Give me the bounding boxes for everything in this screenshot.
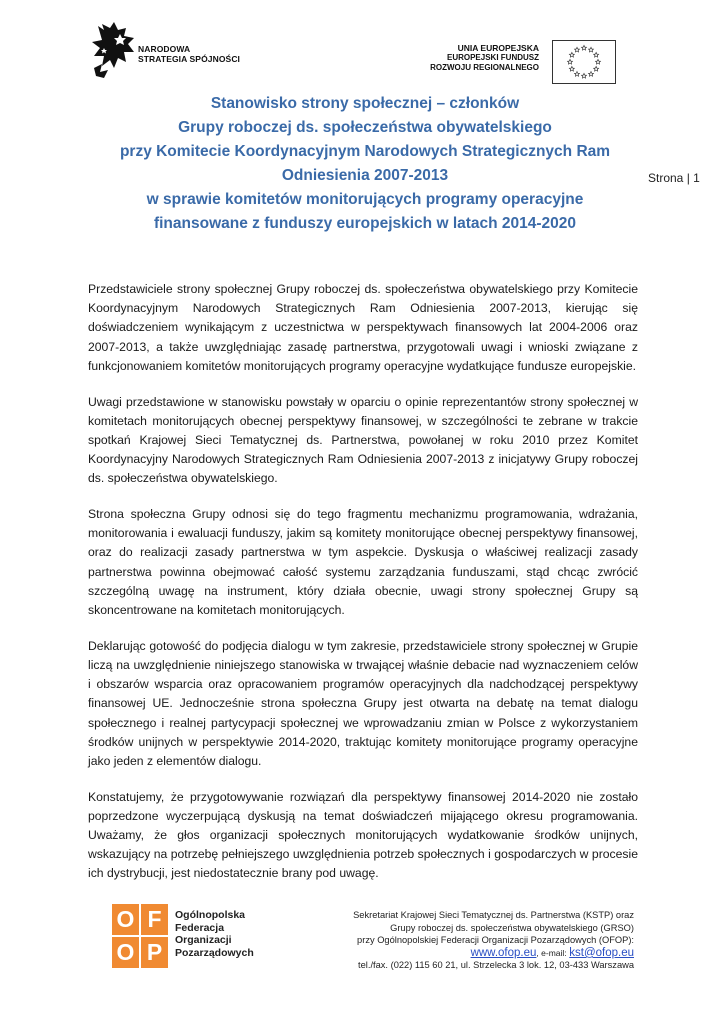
paragraph: Strona społeczna Grupy odnosi się do tego fragmentu mechanizmu programowania, wdrażania, monitorowania i ewaluacji funduszy, jakim są komitety monitorujące obecnej perspektywy finansowej, oraz do realizacji zasady partnerstwa w tym aspekcie. Dyskusja o właściwej realizacji zasady partnerstwa powinna obejmować całość systemu zarządzania funduszami, stąd chcąc zwrócić szczególną uwagę na instrument, który działa obecnie, uwagi strony społecznej Grupy są skoncentrowane na komitetach monitorujących.	[88, 507, 638, 618]
eu-star-icon	[594, 52, 599, 57]
ofop-name-line: Ogólnopolska	[175, 909, 246, 921]
title-line: Odniesienia 2007-2013	[281, 167, 449, 184]
eu-star-icon	[589, 47, 594, 52]
contact-line: przy Ogólnopolskiej Federacji Organizacji Pozarządowych (OFOP):	[357, 935, 634, 946]
paragraph: Deklarując gotowość do podjęcia dialogu w tym zakresie, przedstawiciele strony społecznej w Grupie liczą na uwzględnienie niniejszego stanowiska w trwającej właśnie debacie nad wyznaczeniem celów i obszarów wsparcia oraz opracowaniem programów operacyjnych dla nadchodzącej perspektywy finansowej UE. Jednocześnie strona społeczna Grupy jest otwarta na debatę na temat dialogu społecznego i realnej partycypacji społecznej we wprowadzaniu zmian w Polsce z wykorzystaniem środków unijnych w perspektywie 2014-2020, traktując komitety monitorujące programy operacyjne jako jeden z elementów dialogu.	[88, 638, 638, 768]
document-title	[100, 92, 630, 236]
ofop-name	[175, 909, 254, 959]
footer-contact	[300, 909, 634, 972]
contact-line: Grupy roboczej ds. społeczeństwa obywatelskiego (GRSO)	[390, 922, 634, 933]
eu-star-icon	[569, 66, 574, 71]
ofop-name-line: Pozarządowych	[175, 946, 254, 959]
title-line: przy Komitecie Koordynacyjnym Narodowych Strategicznych Ram	[119, 143, 611, 160]
title-line: Grupy roboczej ds. społeczeństwa obywatelskiego	[178, 119, 552, 136]
eu-star-icon	[594, 66, 599, 71]
contact-line: tel./fax. (022) 115 60 21, ul. Strzelecka 3 lok. 12, 03-433 Warszawa	[358, 960, 634, 971]
title-line: Stanowisko strony społecznej – członków	[210, 95, 520, 112]
eu-stars-circle	[553, 41, 615, 83]
document-body	[88, 280, 638, 900]
nss-logo-text	[138, 44, 240, 64]
eu-star-icon	[596, 59, 601, 64]
eu-star-icon	[575, 47, 580, 52]
eu-star-icon	[575, 72, 580, 77]
eu-logo	[425, 40, 635, 82]
paragraph: Konstatujemy, że przygotowywanie rozwiązań dla perspektywy finansowej 2014-2020 nie zostało poprzedzone wyczerpującą dyskusją na temat doświadczeń mijającego okresu programowania. Uważamy, że głos organizacji społecznych monitorujących wydatkowanie środków unijnych, wskazujący na potrzebę pełniejszego uwzględnienia potrzeb społecznych i gospodarczych w procesie ich dystrybucji, jest niedostatecznie brany pod uwagę.	[88, 789, 638, 881]
eu-star-icon	[582, 45, 587, 50]
eu-line3: ROZWOJU REGIONALNEGO	[430, 63, 539, 72]
ofop-letter: O	[112, 937, 139, 968]
nss-logo	[90, 22, 240, 80]
contact-web-email-line	[300, 947, 634, 960]
eu-line1: UNIA EUROPEJSKA	[457, 43, 539, 53]
eu-flag-icon	[552, 40, 616, 84]
email-label: , e-mail:	[536, 947, 567, 958]
nss-emblem-icon	[90, 22, 136, 80]
title-line: finansowane z funduszy europejskich w latach 2014-2020	[153, 215, 577, 232]
ofop-letter: P	[141, 937, 168, 968]
ofop-name-line: Organizacji	[175, 934, 232, 946]
title-line: w sprawie komitetów monitorujących programy operacyjne	[146, 191, 584, 208]
nss-line1: NARODOWA	[138, 44, 191, 54]
nss-line2: STRATEGIA SPÓJNOŚCI	[138, 54, 241, 64]
email-link[interactable]: kst@ofop.eu	[569, 946, 634, 959]
contact-line: Sekretariat Krajowej Sieci Tematycznej ds. Partnerstwa (KSTP) oraz	[353, 910, 634, 920]
page-number: Strona | 1	[648, 171, 700, 185]
eu-line2: EUROPEJSKI FUNDUSZ	[446, 53, 539, 62]
ofop-logo	[112, 904, 262, 974]
ofop-letter-grid	[112, 904, 168, 968]
eu-star-icon	[569, 52, 574, 57]
ofop-letter: F	[141, 904, 168, 935]
paragraph: Uwagi przedstawione w stanowisku powstały w oparciu o opinie reprezentantów strony społecznej w komitetach monitorujących obecnej perspektywy finansowej, w szczególności te zebrane w trakcie spotkań Krajowej Sieci Tematycznej ds. Partnerstwa, powołanej w roku 2010 przez Komitet Koordynacyjny Narodowych Strategicznych Ram Odniesienia 2007-2013 z inicjatywy Grupy roboczej ds. społeczeństwa obywatelskiego.	[88, 394, 638, 486]
eu-star-icon	[568, 59, 573, 64]
website-link[interactable]: www.ofop.eu	[470, 946, 537, 959]
paragraph: Przedstawiciele strony społecznej Grupy roboczej ds. społeczeństwa obywatelskiego przy Komitecie Koordynacyjnym Narodowych Strategicznych Ram Odniesienia 2007-2013, kierując się doświadczeniem wynikającym z uczestnictwa w perspektywach finansowych lat 2004-2006 oraz 2007-2013, a także uwzględniając zasadę partnerstwa, przygotowali uwagi i wnioski związane z funkcjonowaniem komitetów monitorujących programy operacyjne wydatkujące fundusze europejskie.	[88, 282, 638, 373]
ofop-name-line: Federacja	[175, 921, 225, 934]
ofop-letter: O	[112, 904, 139, 935]
eu-star-icon	[582, 73, 587, 78]
eu-logo-text	[430, 43, 539, 73]
eu-star-icon	[589, 72, 594, 77]
